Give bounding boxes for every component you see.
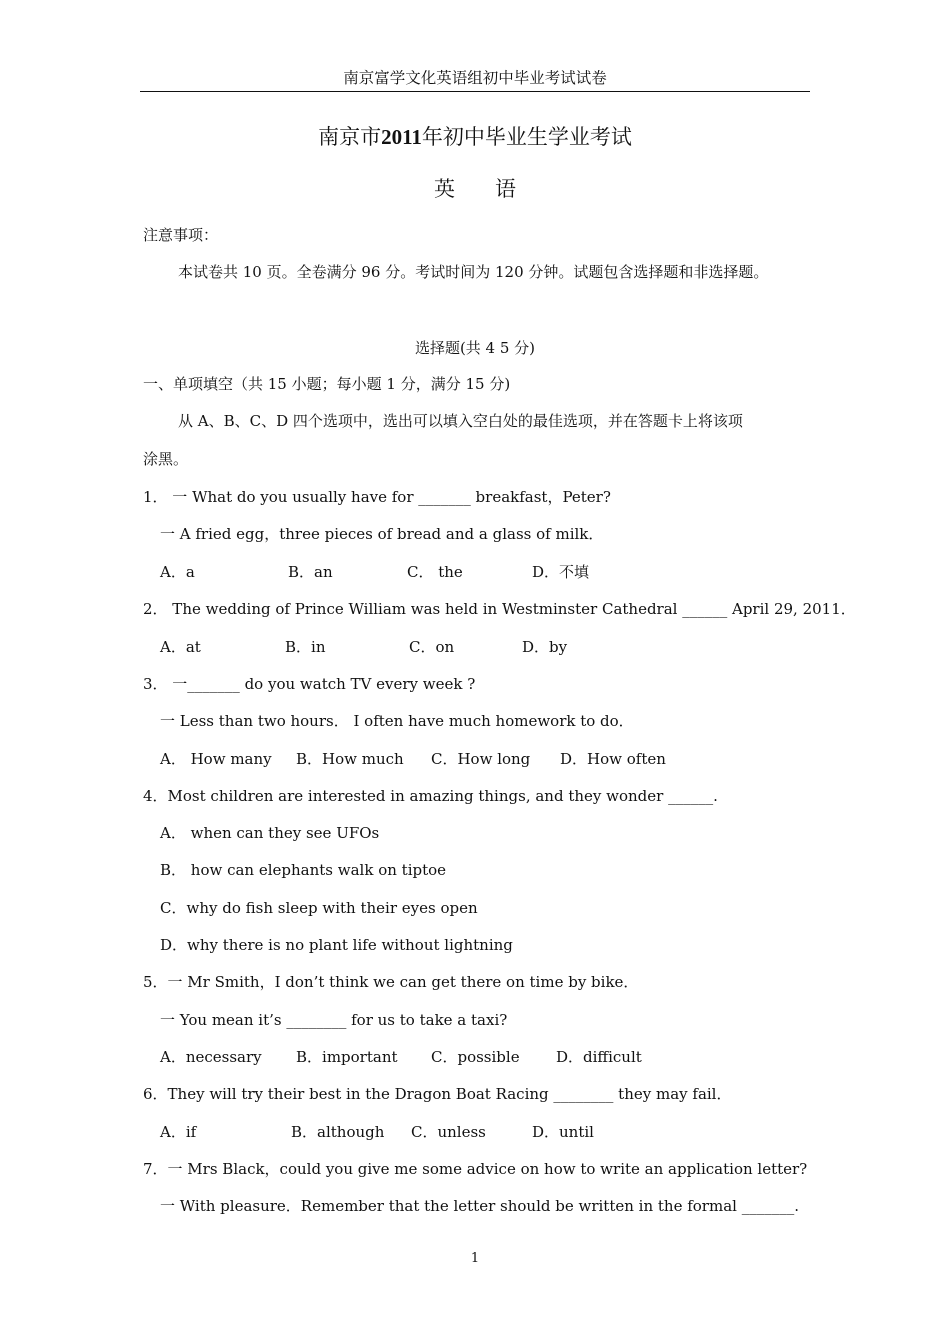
title-prefix: 南京市: [318, 125, 382, 149]
q6-option-d: D．until: [532, 1123, 594, 1141]
q6-option-a: A．if: [160, 1123, 197, 1141]
question-7-reply: 一 With pleasure．Remember that the letter should be written in the formal _______.: [160, 1197, 799, 1215]
title-year: 2011: [381, 125, 422, 149]
q5-option-a: A．necessary: [160, 1048, 262, 1066]
q4-option-d: D．why there is no plant life without lightning: [160, 936, 513, 954]
part1-title: 一、单项填空（共 15 小题；每小题 1 分，满分 15 分): [143, 375, 511, 393]
q3-option-d: D．How often: [560, 750, 666, 768]
q5-option-c: C．possible: [431, 1048, 520, 1066]
question-5-reply: 一 You mean it’s ________ for us to take a taxi?: [160, 1011, 508, 1029]
question-6-stem: 6．They will try their best in the Dragon Boat Racing ________ they may fail．: [143, 1085, 732, 1103]
q2-option-d: D．by: [522, 638, 568, 656]
question-1-reply: 一 A fried egg，three pieces of bread and a glass of milk．: [160, 525, 604, 543]
q3-option-b: B．How much: [296, 750, 404, 768]
q4-option-c: C．why do fish sleep with their eyes open: [160, 899, 478, 917]
subject-title: 英语: [434, 177, 556, 201]
q4-option-a: A． when can they see UFOs: [160, 824, 380, 842]
question-4-stem: 4．Most children are interested in amazing things, and they wonder ______.: [143, 787, 718, 805]
q5-option-b: B．important: [296, 1048, 398, 1066]
header-rule: [140, 91, 810, 92]
q1-option-c: C． the: [407, 563, 463, 581]
page-number: 1: [470, 1251, 480, 1266]
q2-option-c: C．on: [409, 638, 455, 656]
notes-text: 本试卷共 10 页。全卷满分 96 分。考试时间为 120 分钟。试题包含选择题和非选择题。: [178, 263, 769, 281]
q6-option-b: B．although: [291, 1123, 385, 1141]
instruction-line-2: 涂黑。: [143, 450, 189, 468]
q1-option-a: A．a: [160, 563, 195, 581]
question-3-stem: 3． 一_______ do you watch TV every week ?: [143, 675, 476, 693]
q5-option-d: D．difficult: [556, 1048, 642, 1066]
q1-option-d: D．不填: [532, 563, 590, 581]
q2-option-a: A．at: [160, 638, 201, 656]
question-1-stem: 1． 一 What do you usually have for _______ breakfast，Peter?: [143, 488, 611, 506]
q4-option-b: B． how can elephants walk on tiptoe: [160, 861, 447, 879]
q2-option-b: B．in: [285, 638, 326, 656]
q3-option-a: A． How many: [160, 750, 272, 768]
title-suffix: 年初中毕业生学业考试: [421, 125, 632, 149]
q1-option-b: B．an: [288, 563, 333, 581]
page-header: 南京富学文化英语组初中毕业考试试卷: [343, 69, 607, 87]
instruction-line-1: 从 A、B、C、D 四个选项中，选出可以填入空白处的最佳选项，并在答题卡上将该项: [178, 412, 743, 430]
question-3-reply: 一 Less than two hours． I often have much homework to do．: [160, 712, 634, 730]
section-title: 选择题(共 4 5 分): [414, 339, 536, 357]
exam-title: [0, 121, 950, 151]
q3-option-c: C．How long: [431, 750, 531, 768]
notes-label: 注意事项：: [143, 226, 219, 244]
q6-option-c: C．unless: [411, 1123, 486, 1141]
question-7-stem: 7．一 Mrs Black，could you give me some advice on how to write an application letter?: [143, 1160, 808, 1178]
question-2-stem: 2． The wedding of Prince William was held in Westminster Cathedral ______ April 29, 2011．: [143, 600, 856, 618]
question-5-stem: 5．一 Mr Smith，I don’t think we can get there on time by bike．: [143, 973, 639, 991]
